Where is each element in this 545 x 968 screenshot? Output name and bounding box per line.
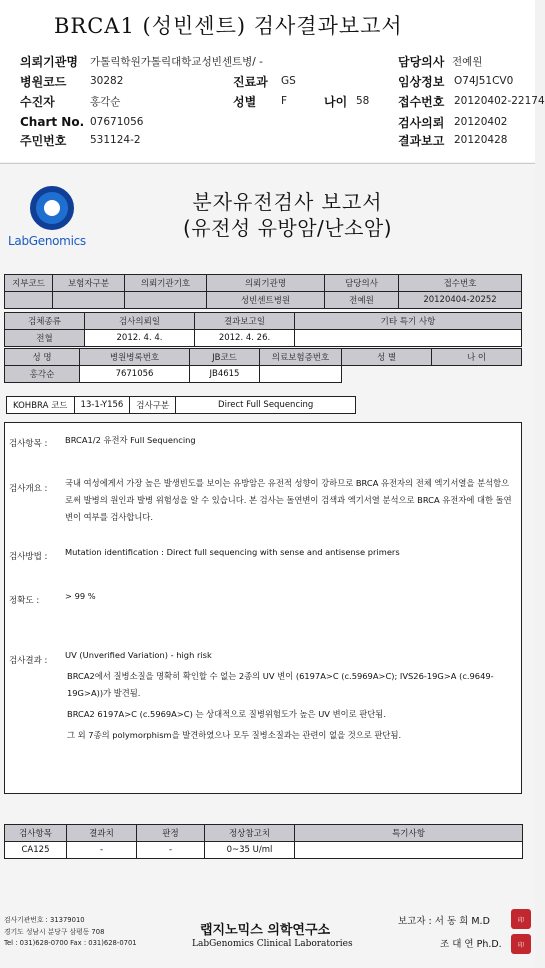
page-title: BRCA1 (성빈센트) 검사결과보고서 (54, 14, 403, 38)
report-subtitle: (유전성 유방암/난소암) (182, 216, 393, 240)
kohbra-method: Direct Full Sequencing (176, 397, 356, 414)
td-name: 홍각순 (5, 366, 80, 383)
td-branch-code (5, 292, 53, 309)
td-remarks (295, 330, 522, 347)
info-table-3 (4, 348, 522, 383)
label-age: 나이 (324, 94, 348, 109)
footer-address: 경기도 성남시 분당구 삼평동 708 (4, 928, 105, 936)
lab-name-en: LabGenomics Clinical Laboratories (192, 939, 353, 949)
result-label: 검사결과 : (9, 656, 48, 666)
header-row-request-date (398, 113, 507, 131)
td-sex (342, 366, 432, 383)
header-row-age (324, 92, 369, 110)
lab-name-ko: 랩지노믹스 의학연구소 (200, 923, 331, 938)
th-age: 나 이 (432, 349, 522, 366)
biomarker-table (4, 824, 523, 859)
reporter-1: 보고자 : 서 동 희 M.D (398, 916, 490, 927)
result-paragraph-2: BRCA2 6197A>C (c.5969A>C) 는 상대적으로 질병위험도가 높은 UV 변이로 판단됨. (67, 709, 386, 719)
value-request-date: 20120402 (454, 116, 508, 128)
footer-phone: Tel : 031)628-0700 Fax : 031)628-0701 (4, 939, 137, 947)
overview-label: 검사개요 : (9, 484, 48, 494)
seal-stamp-icon: 印 (511, 909, 531, 929)
header-row-resident-no (20, 131, 141, 149)
overview-text: 국내 여성에게서 가장 높은 발생빈도를 보이는 유방암은 유전적 성향이 강하므로 BRCA 유전자의 전체 엑기서열을 분석함으로써 발병의 원인과 발병 위험성을 알 수 있습니다. 본 검사는 돌연변이 검색과 엑기서열 분석으로 BRCA 유전자에 대한 돌연변이 여부를 검사합니다. (65, 478, 512, 522)
label-department: 진료과 (233, 74, 268, 89)
header-row-receipt-no (398, 92, 545, 110)
th-record-no: 병원병록번호 (80, 349, 190, 366)
value-department: GS (281, 75, 296, 87)
td-result-value: - (67, 842, 137, 859)
value-chart-no: 07671056 (90, 116, 144, 128)
accuracy-text: > 99 % (65, 591, 96, 601)
th-specimen: 검체종류 (5, 313, 85, 330)
td-judgement: - (137, 842, 205, 859)
item-text: BRCA1/2 유전자 Full Sequencing (65, 435, 196, 445)
th-branch-code: 지부코드 (5, 275, 53, 292)
td-request-date: 2012. 4. 4. (85, 330, 195, 347)
info-table-1 (4, 274, 522, 309)
th-doctor: 담당의사 (325, 275, 399, 292)
result-summary: UV (Unverified Variation) - high risk (65, 650, 212, 660)
td-institution-code (125, 292, 207, 309)
value-sex: F (281, 95, 288, 107)
th-insurer-type: 보험자구분 (53, 275, 125, 292)
td-jb-code: JB4615 (190, 366, 260, 383)
td-specimen: 전혈 (5, 330, 85, 347)
th-remarks: 기타 특기 사항 (295, 313, 522, 330)
test-details-box (4, 422, 522, 794)
th-request-date: 검사의뢰일 (85, 313, 195, 330)
header-row-chart-no (20, 113, 143, 131)
td-record-no: 7671056 (80, 366, 190, 383)
td-doctor: 전예원 (325, 292, 399, 309)
td-insurance-no (260, 366, 342, 383)
th-jb-code: JB코드 (190, 349, 260, 366)
value-report-date: 20120428 (454, 134, 508, 146)
td-receipt-no: 20120404-20252 (399, 292, 522, 309)
label-receipt-no: 접수번호 (398, 94, 445, 109)
th-receipt-no: 접수번호 (399, 275, 522, 292)
label-institution: 의뢰기관명 (20, 54, 78, 69)
value-age: 58 (356, 95, 370, 107)
label-request-date: 검사의뢰 (398, 115, 445, 130)
th-insurance-no: 의료보험증번호 (260, 349, 342, 366)
th-name: 성 명 (5, 349, 80, 366)
th-institution-name: 의뢰기관명 (207, 275, 325, 292)
header-row-hospital-code (20, 72, 123, 90)
label-resident-no: 주민번호 (20, 133, 67, 148)
th-institution-code: 의뢰기관기호 (125, 275, 207, 292)
method-label: 검사방법 : (9, 552, 48, 562)
header-row-sex (233, 92, 287, 110)
value-patient: 홍각순 (90, 95, 121, 108)
kohbra-table (6, 396, 356, 414)
result-paragraph-1: BRCA2에서 질병소질을 명확히 확인할 수 없는 2종의 UV 변이 (6197A>C (c.5969A>C); IVS26-19G>A (c.9649-19G>A))가 발견됨. (67, 671, 494, 698)
header-row-clinical-info (398, 72, 513, 90)
method-text: Mutation identification : Direct full sequencing with sense and antisense primers (65, 547, 400, 557)
td-test-item: CA125 (5, 842, 67, 859)
header-row-report-date (398, 131, 507, 149)
value-receipt-no: 20120402-22174 (454, 95, 545, 107)
label-hospital-code: 병원코드 (20, 74, 67, 89)
header-row-doctor (398, 52, 482, 70)
td-special-notes (295, 842, 523, 859)
td-age (432, 366, 522, 383)
report-document (0, 163, 535, 968)
value-institution: 가톨릭학원가톨릭대학교성빈센트병/ - (90, 55, 263, 68)
label-patient: 수진자 (20, 94, 55, 109)
item-label: 검사항목 : (9, 439, 48, 449)
reporter-2: 조 대 연 Ph.D. (440, 939, 502, 950)
kohbra-method-label: 검사구분 (130, 397, 176, 414)
header-row-institution (20, 52, 263, 70)
td-insurer-type (53, 292, 125, 309)
top-header (0, 0, 545, 162)
kohbra-code: 13-1-Y156 (74, 397, 130, 414)
td-report-date: 2012. 4. 26. (195, 330, 295, 347)
th-test-item: 검사항목 (5, 825, 67, 842)
th-result-value: 결과치 (67, 825, 137, 842)
label-clinical-info: 임상정보 (398, 74, 445, 89)
logo-text: LabGenomics (8, 234, 86, 248)
kohbra-label: KOHBRA 코드 (7, 397, 75, 414)
report-title: 분자유전검사 보고서 (192, 190, 383, 214)
th-sex: 성 별 (342, 349, 432, 366)
label-doctor: 담당의사 (398, 54, 445, 69)
value-resident-no: 531124-2 (90, 134, 141, 146)
header-row-patient (20, 92, 120, 110)
td-institution-name: 성빈센트병원 (207, 292, 325, 309)
th-reference: 정상참고치 (205, 825, 295, 842)
info-table-2 (4, 312, 522, 347)
th-report-date: 결과보고일 (195, 313, 295, 330)
label-report-date: 결과보고 (398, 133, 445, 148)
th-special-notes: 특기사항 (295, 825, 523, 842)
accuracy-label: 정확도 : (9, 596, 40, 606)
label-sex: 성별 (233, 94, 257, 109)
seal-stamp-icon: 印 (511, 934, 531, 954)
result-paragraph-3: 그 외 7종의 polymorphism을 발견하였으나 모두 질병소질과는 관련이 없을 것으로 판단됨. (67, 730, 402, 740)
label-chart-no: Chart No. (20, 115, 85, 129)
value-doctor: 전예원 (452, 55, 483, 68)
th-judgement: 판정 (137, 825, 205, 842)
value-clinical-info: O74J51CV0 (454, 75, 514, 87)
value-hospital-code: 30282 (90, 75, 124, 87)
footer-license: 검사기관번호 : 31379010 (4, 916, 85, 924)
header-row-department (233, 72, 296, 90)
td-reference: 0~35 U/ml (205, 842, 295, 859)
